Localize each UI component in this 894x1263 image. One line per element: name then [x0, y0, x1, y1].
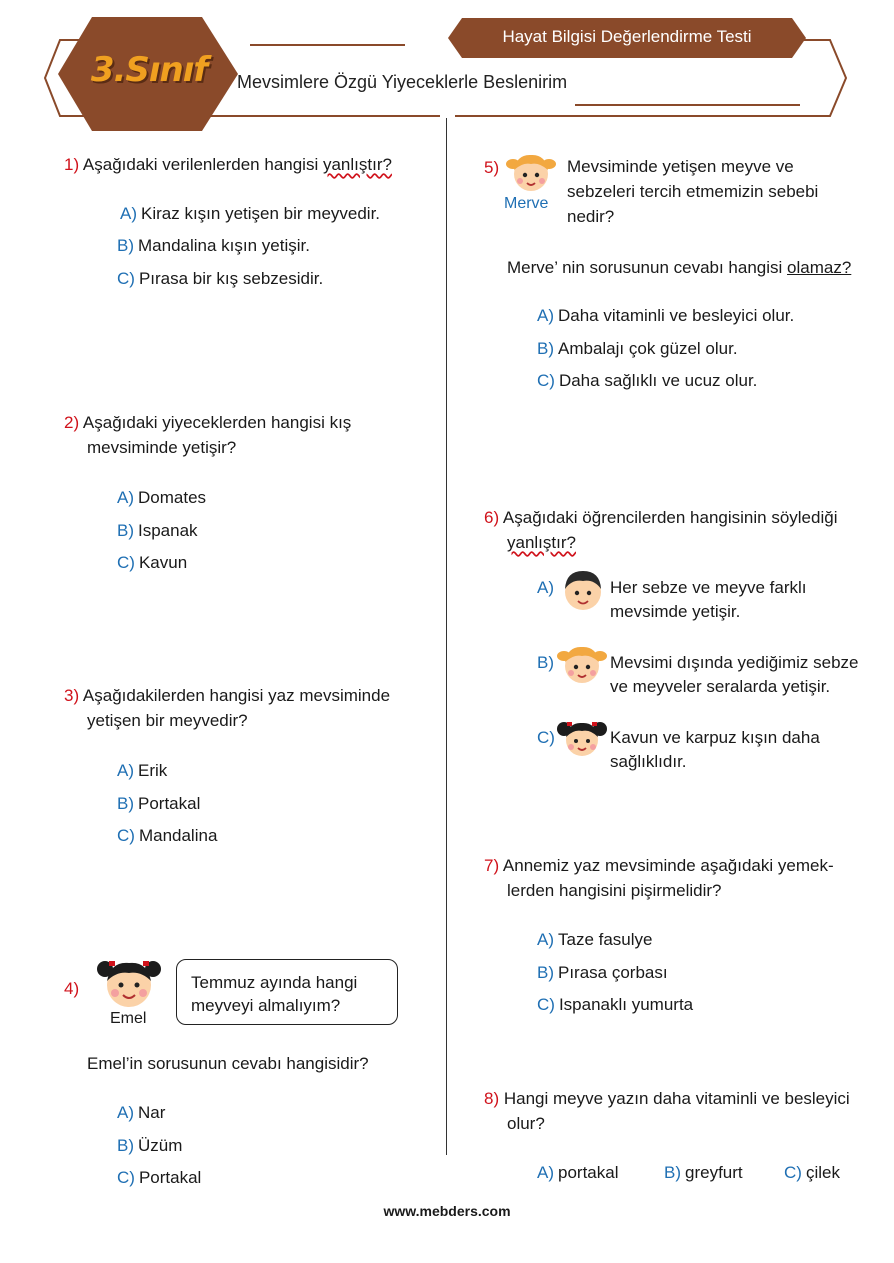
q2-option-a[interactable] [117, 485, 206, 510]
question-prompt: Emel’in sorusunun cevabı hangisidir? [87, 1054, 369, 1073]
q4-option-c[interactable] [117, 1165, 201, 1190]
option-text: Nar [138, 1103, 166, 1122]
emel-name: Emel [110, 1010, 147, 1027]
q8-option-c[interactable] [784, 1160, 840, 1185]
option-text: Erik [138, 761, 168, 780]
prompt-emphasis: olamaz? [787, 258, 852, 277]
footer-website[interactable]: www.mebders.com [383, 1203, 511, 1219]
question-5-line1: Mevsiminde yetişen meyve ve [567, 157, 794, 176]
q6-option-a[interactable] [537, 575, 558, 600]
option-text: çilek [805, 1163, 840, 1182]
question-5-line2: sebzeleri tercih etmemizin sebebi [567, 182, 819, 201]
boy-icon [560, 567, 606, 613]
option-letter: C) [117, 553, 135, 572]
question-5-prompt [507, 255, 851, 280]
q7-option-c[interactable] [537, 992, 693, 1017]
q6-option-c-line1: Kavun ve karpuz kışın daha [610, 728, 820, 747]
option-letter: A) [537, 1163, 554, 1182]
q6-option-a-line1: Her sebze ve meyve farklı [610, 578, 807, 597]
question-5-line3: nedir? [567, 207, 615, 226]
option-letter: C) [537, 728, 555, 747]
question-text: Aşağıdaki verilenlerden hangisi [82, 155, 323, 174]
test-title: Hayat Bilgisi Değerlendirme Testi [502, 27, 752, 46]
q5-option-b[interactable] [537, 336, 738, 361]
q6-option-a-line2: mevsimde yetişir. [610, 602, 741, 621]
option-letter: B) [117, 1136, 134, 1155]
question-5-number: 5) [484, 158, 500, 177]
option-text: Kiraz kışın yetişen bir meyvedir. [141, 204, 381, 223]
q6-option-b-line1: Mevsimi dışında yediğimiz sebze [610, 653, 859, 672]
question-text-line1: Aşağıdaki yiyeceklerden hangisi kış [82, 413, 352, 432]
question-number: 8) [484, 1089, 500, 1108]
merve-girl-icon [505, 150, 557, 196]
option-text: Ispanak [138, 521, 198, 540]
option-text: Pırasa bir kış sebzesidir. [138, 269, 324, 288]
question-6-emphasis: yanlıştır? [507, 533, 576, 552]
q3-option-b[interactable] [117, 791, 200, 816]
option-letter: B) [117, 236, 134, 255]
question-number: 1) [64, 155, 80, 174]
prompt-text: Merve’ nin sorusunun cevabı hangisi [507, 258, 788, 277]
emel-girl-icon [95, 955, 163, 1013]
option-text: Kavun [138, 553, 188, 572]
column-divider [446, 118, 447, 1155]
question-number: 6) [484, 508, 500, 527]
q6-option-b[interactable] [537, 650, 558, 675]
question-3 [64, 683, 390, 708]
question-text-line1: Aşağıdaki öğrencilerden hangisinin söylediği [502, 508, 838, 527]
q8-option-a[interactable] [537, 1160, 618, 1185]
option-letter: B) [537, 963, 554, 982]
bubble-line2: meyveyi almalıyım? [191, 996, 341, 1015]
question-8-line2: olur? [507, 1114, 545, 1133]
question-7 [484, 853, 834, 878]
option-text: Mandalina kışın yetişir. [138, 236, 310, 255]
q6-option-c-line2: sağlıklıdır. [610, 752, 687, 771]
q1-option-c[interactable] [117, 266, 323, 291]
q3-option-c[interactable] [117, 823, 217, 848]
option-letter: B) [537, 339, 554, 358]
option-text: Ambalajı çok güzel olur. [558, 339, 738, 358]
option-text: Üzüm [138, 1136, 183, 1155]
q4-option-b[interactable] [117, 1133, 182, 1158]
question-text-line2: yetişen bir meyvedir? [87, 711, 248, 730]
option-text: Portakal [138, 794, 201, 813]
grade-badge-text: 3.Sınıf [90, 50, 208, 90]
question-number: 2) [64, 413, 80, 432]
question-7-line2: lerden hangisini pişirmelidir? [507, 881, 722, 900]
q1-option-b[interactable] [117, 233, 310, 258]
option-text: Ispanaklı yumurta [558, 995, 694, 1014]
option-letter: A) [537, 306, 554, 325]
option-text: Mandalina [138, 826, 218, 845]
q8-option-b[interactable] [664, 1160, 743, 1185]
option-text: portakal [558, 1163, 619, 1182]
q5-option-a[interactable] [537, 303, 794, 328]
option-letter: A) [537, 930, 554, 949]
option-letter: B) [537, 653, 554, 672]
q2-option-c[interactable] [117, 550, 187, 575]
bubble-line1: Temmuz ayında hangi [191, 973, 358, 992]
question-text-line1: Hangi meyve yazın daha vitaminli ve besleyici [503, 1089, 850, 1108]
q7-option-a[interactable] [537, 927, 653, 952]
option-letter: B) [664, 1163, 681, 1182]
question-text-line1: Annemiz yaz mevsiminde aşağıdaki yemek- [502, 856, 834, 875]
question-8 [484, 1086, 850, 1111]
question-6 [484, 505, 837, 530]
option-text: Domates [138, 488, 207, 507]
question-number: 3) [64, 686, 80, 705]
merve-name: Merve [504, 195, 549, 212]
question-text-line1: Aşağıdakilerden hangisi yaz mevsiminde [82, 686, 391, 705]
q7-option-b[interactable] [537, 960, 668, 985]
question-emphasis: yanlıştır? [322, 155, 392, 174]
option-letter: C) [117, 269, 135, 288]
option-letter: A) [117, 761, 134, 780]
option-letter: C) [537, 995, 555, 1014]
topic-title: Mevsimlere Özgü Yiyeceklerle Beslenirim [237, 72, 568, 92]
option-letter: B) [117, 794, 134, 813]
option-letter: C) [117, 1168, 135, 1187]
q2-option-b[interactable] [117, 518, 198, 543]
option-text: Portakal [138, 1168, 202, 1187]
orange-hair-girl-icon [556, 642, 608, 686]
option-letter: A) [117, 488, 134, 507]
option-letter: A) [117, 1103, 134, 1122]
option-text: Pırasa çorbası [558, 963, 668, 982]
option-letter: C) [537, 371, 555, 390]
option-letter: A) [120, 204, 137, 223]
question-1 [64, 152, 392, 177]
speech-bubble [176, 959, 398, 1025]
option-text: greyfurt [685, 1163, 743, 1182]
option-letter: C) [117, 826, 135, 845]
option-letter: A) [537, 578, 554, 597]
question-2 [64, 410, 351, 435]
question-number: 7) [484, 856, 500, 875]
option-letter: B) [117, 521, 134, 540]
option-text: Daha vitaminli ve besleyici olur. [558, 306, 795, 325]
q6-option-b-line2: ve meyveler seralarda yetişir. [610, 677, 831, 696]
q4-option-a[interactable] [117, 1100, 165, 1125]
dark-hair-girl-icon [556, 717, 608, 759]
q3-option-a[interactable] [117, 758, 167, 783]
option-text: Taze fasulye [558, 930, 653, 949]
option-letter: C) [784, 1163, 802, 1182]
question-text-line2: mevsiminde yetişir? [87, 438, 237, 457]
q5-option-c[interactable] [537, 368, 757, 393]
option-text: Daha sağlıklı ve ucuz olur. [558, 371, 758, 390]
q1-option-a[interactable] [120, 201, 380, 226]
question-4-number: 4) [64, 979, 80, 998]
